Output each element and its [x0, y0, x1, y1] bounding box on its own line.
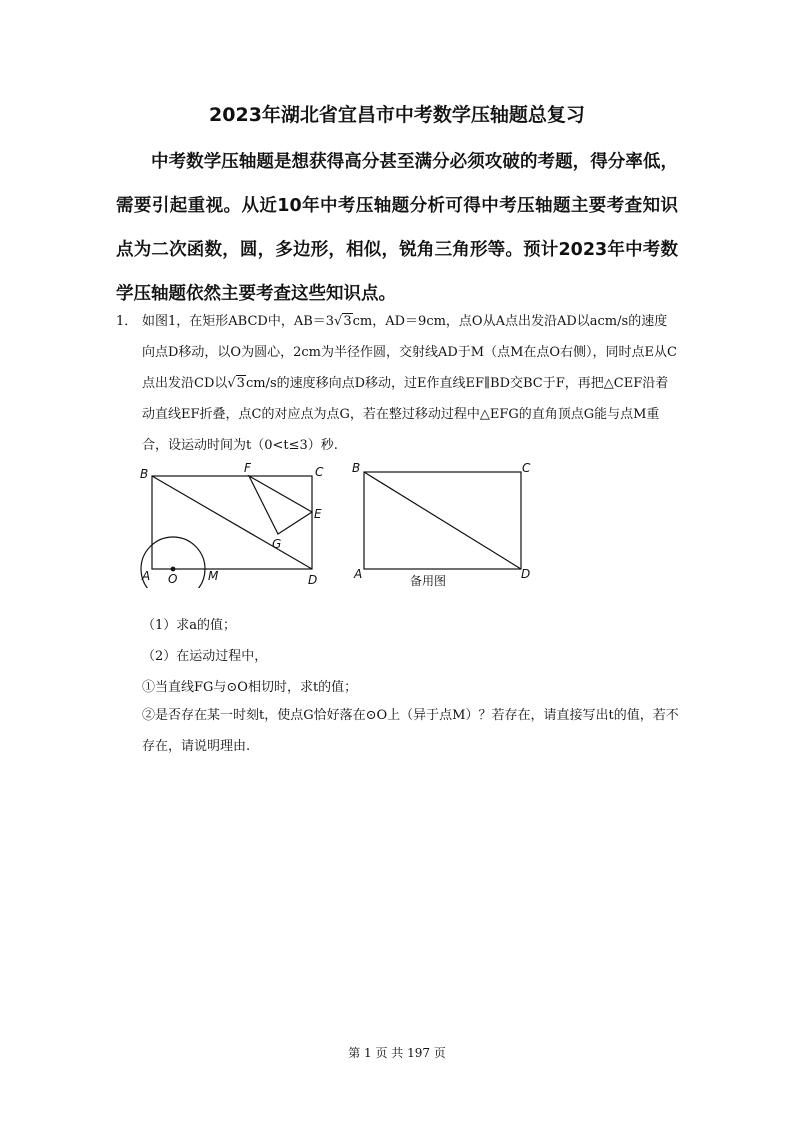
question-2-1: ①当直线FG与⊙O相切时，求t的值；: [142, 680, 358, 695]
label-g: G: [272, 537, 282, 551]
stem-part-a: 如图1，在矩形ABCD中，AB＝3: [142, 314, 335, 329]
point-o: [171, 567, 175, 571]
label-e: E: [314, 507, 322, 521]
intro-paragraph: 中考数学压轴题是想获得高分甚至满分必须攻破的考题，得分率低，需要引起重视。从近10年中考压轴题分析可得中考压轴题主要考查知识点为二次函数，圆，多边形，相似，锐角三角形等。预计2023年中考数学压轴题依然主要考查这些知识点。: [116, 152, 678, 304]
label-c-spare: C: [522, 461, 531, 475]
figure-2: [364, 472, 521, 569]
label-a: A: [142, 569, 151, 583]
label-b-spare: B: [352, 461, 361, 475]
page-footer: 第 1 页 共 197 页: [348, 1046, 446, 1060]
page-title: 2023年湖北省宜昌市中考数学压轴题总复习: [209, 104, 585, 126]
label-o: O: [168, 572, 178, 586]
stem-part-b: cm，AD＝9cm，点O从A点出发沿AD以acm/s的速度向点D移动，以O为圆心，2cm为半径作圆，交射线AD于M（点M在点O右侧），同时点E从C点出发沿CD以: [142, 314, 677, 391]
label-a-spare: A: [354, 567, 363, 581]
figure-1-labels: [140, 461, 324, 587]
label-d-spare: D: [521, 567, 531, 581]
label-b: B: [140, 467, 149, 481]
problem-stem: [142, 306, 678, 461]
label-m: M: [208, 569, 219, 583]
sqrt-radicand-a: 3: [343, 314, 352, 329]
diagonal-bd: [152, 476, 312, 569]
question-2-2: ②是否存在某一时刻t，使点G恰好落在⊙O上（异于点M）？若存在，请直接写出t的值，若不存在，请说明理由.: [142, 708, 679, 754]
question-2: （2）在运动过程中，: [142, 649, 268, 664]
figure-1: [141, 476, 312, 588]
label-d: D: [308, 573, 318, 587]
figure-caption: 备用图: [410, 574, 447, 588]
figure-2-labels: [352, 461, 531, 581]
problem-1: [116, 306, 678, 461]
triangle-efg: [249, 476, 312, 534]
question-1: （1）求a的值；: [142, 618, 237, 633]
sqrt-radicand-b: 3: [236, 376, 245, 391]
geometry-figures: [130, 458, 550, 588]
stem-part-c: cm/s的速度移向点D移动，过E作直线EF∥BD交BC于F，再把△CEF沿着动直线EF折叠，点C的对应点为点G，若在整过移动过程中△EFG的直角顶点G能与点M重合，设运动时间为t（0<t≤3）秒.: [142, 376, 669, 453]
problem-number: 1．: [116, 314, 138, 329]
label-c: C: [315, 465, 324, 479]
sqrt-sign: √: [334, 314, 343, 329]
sqrt-sign: √: [227, 376, 236, 391]
diagonal-bd-spare: [364, 472, 521, 569]
label-f: F: [244, 461, 251, 475]
